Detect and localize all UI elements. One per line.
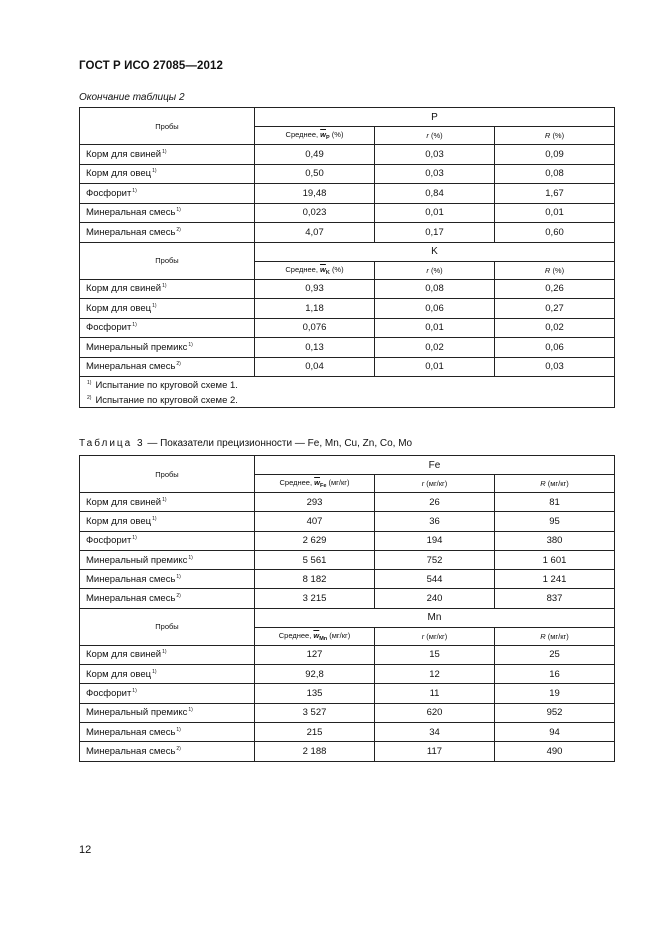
repeatability-symbol: r — [421, 631, 425, 641]
repeatability-value: 34 — [375, 722, 495, 741]
mean-column-header — [255, 627, 375, 645]
reproducibility-value: 952 — [495, 703, 615, 722]
sample-name: Корм для овец — [86, 668, 152, 680]
table-row — [80, 531, 615, 550]
mean-value: 127 — [255, 645, 375, 664]
repeatability-value: 36 — [375, 512, 495, 531]
footnote-marker: 2) — [176, 745, 181, 752]
table-row — [80, 570, 615, 589]
repeatability-value: 0,01 — [375, 318, 495, 338]
table-row — [80, 299, 615, 319]
table-row — [80, 512, 615, 531]
mean-value: 8 182 — [255, 570, 375, 589]
sample-name-cell — [80, 338, 255, 358]
sample-name: Минеральная смесь — [86, 593, 176, 605]
mean-value: 0,50 — [255, 164, 375, 184]
table-footnotes — [80, 377, 615, 408]
repeatability-value: 0,84 — [375, 184, 495, 204]
repeatability-value: 12 — [375, 665, 495, 684]
sample-name-cell — [80, 223, 255, 243]
reproducibility-symbol: R — [544, 131, 551, 140]
sample-name: Фосфорит — [86, 187, 132, 199]
repeatability-value: 194 — [375, 531, 495, 550]
footnote-marker: 1) — [152, 302, 157, 309]
repeatability-value: 0,17 — [375, 223, 495, 243]
sample-name-cell — [80, 203, 255, 223]
sample-name-cell — [80, 164, 255, 184]
reproducibility-value: 1 601 — [495, 550, 615, 569]
sample-name-cell — [80, 512, 255, 531]
mean-value: 19,48 — [255, 184, 375, 204]
reproducibility-value: 490 — [495, 742, 615, 761]
reproducibility-value: 0,02 — [495, 318, 615, 338]
table-row — [80, 145, 615, 165]
sample-name-cell — [80, 589, 255, 608]
reproducibility-value: 0,27 — [495, 299, 615, 319]
reproducibility-value: 16 — [495, 665, 615, 684]
table-row — [80, 742, 615, 761]
probes-column-header: Пробы — [80, 108, 255, 145]
probes-column-header: Пробы — [80, 242, 255, 279]
table-row — [80, 203, 615, 223]
mean-value: 407 — [255, 512, 375, 531]
reproducibility-unit: (мг/кг) — [547, 631, 569, 641]
repeatability-value: 0,01 — [375, 357, 495, 377]
mean-subscript: Mn — [319, 635, 328, 642]
reproducibility-value: 0,60 — [495, 223, 615, 243]
mean-value: 293 — [255, 493, 375, 512]
footnote-marker: 1) — [132, 322, 137, 329]
table-3-caption-title: — Показатели прецизионности — Fe, Mn, Cu, Zn, Co, Mo — [144, 438, 413, 449]
mean-value: 3 527 — [255, 703, 375, 722]
sample-name: Корм для свиней — [86, 283, 162, 295]
reproducibility-value: 0,08 — [495, 164, 615, 184]
table-row — [80, 722, 615, 741]
sample-name-cell — [80, 279, 255, 299]
sample-name-cell — [80, 645, 255, 664]
precision-table-3 — [79, 455, 615, 762]
sample-name: Корм для овец — [86, 168, 152, 180]
sample-name: Фосфорит — [86, 535, 132, 547]
repeatability-column-header — [375, 261, 495, 279]
reproducibility-column-header — [495, 127, 615, 145]
footnote-text: Испытание по круговой схеме 1. — [95, 380, 238, 391]
mean-column-header — [255, 261, 375, 279]
reproducibility-value: 380 — [495, 531, 615, 550]
mean-column-header — [255, 127, 375, 145]
mean-symbol: $\overline{w}$ — [314, 478, 320, 487]
footnote — [86, 377, 608, 392]
mean-value: 3 215 — [255, 589, 375, 608]
repeatability-value: 26 — [375, 493, 495, 512]
mean-unit: (%) — [331, 264, 344, 274]
table-3-caption — [79, 438, 412, 449]
reproducibility-value: 95 — [495, 512, 615, 531]
mean-label: Среднее, — [278, 630, 312, 640]
mean-subscript: K — [325, 269, 330, 276]
mean-unit: (мг/кг) — [329, 630, 351, 640]
sample-name: Корм для овец — [86, 515, 152, 527]
probes-column-header: Пробы — [80, 456, 255, 493]
table-row — [80, 184, 615, 204]
table-row — [80, 338, 615, 358]
reproducibility-value: 0,01 — [495, 203, 615, 223]
table-row — [80, 279, 615, 299]
repeatability-value: 752 — [375, 550, 495, 569]
repeatability-unit: (мг/кг) — [426, 631, 448, 641]
sample-name-cell — [80, 684, 255, 703]
element-header: Fe — [255, 456, 615, 475]
precision-table-2 — [79, 107, 615, 408]
table-row — [80, 589, 615, 608]
footnote-marker: 1) — [132, 187, 137, 194]
footnote-marker: 1) — [152, 168, 157, 175]
element-header: K — [255, 242, 615, 261]
mean-value: 0,93 — [255, 279, 375, 299]
table-row — [80, 703, 615, 722]
sample-name-cell — [80, 184, 255, 204]
reproducibility-value: 0,26 — [495, 279, 615, 299]
repeatability-unit: (%) — [430, 131, 443, 140]
mean-value: 0,023 — [255, 203, 375, 223]
reproducibility-value: 837 — [495, 589, 615, 608]
mean-label: Среднее, — [285, 264, 318, 274]
footnote-marker: 2) — [176, 361, 181, 368]
footnote — [86, 392, 608, 407]
sample-name-cell — [80, 357, 255, 377]
sample-name: Минеральная смесь — [86, 726, 176, 738]
mean-label: Среднее, — [285, 130, 319, 139]
sample-name: Минеральная смесь — [86, 361, 176, 373]
mean-label: Среднее, — [279, 478, 313, 487]
table-row — [80, 493, 615, 512]
reproducibility-value: 0,06 — [495, 338, 615, 358]
mean-unit: (мг/кг) — [328, 478, 350, 487]
reproducibility-value: 25 — [495, 645, 615, 664]
repeatability-symbol: r — [421, 479, 425, 488]
mean-value: 5 561 — [255, 550, 375, 569]
repeatability-value: 15 — [375, 645, 495, 664]
sample-name: Фосфорит — [86, 322, 132, 334]
footnote-marker: 1) — [188, 554, 193, 561]
sample-name-cell — [80, 145, 255, 165]
mean-unit: (%) — [331, 130, 344, 139]
table-row — [80, 164, 615, 184]
reproducibility-value: 0,03 — [495, 357, 615, 377]
repeatability-unit: (%) — [430, 265, 443, 275]
mean-subscript: Fe — [319, 483, 327, 489]
footnote-marker: 2) — [176, 226, 181, 233]
footnote-text: Испытание по круговой схеме 2. — [95, 395, 238, 406]
sample-name: Минеральная смесь — [86, 226, 176, 238]
reproducibility-column-header — [495, 261, 615, 279]
mean-value: 0,13 — [255, 338, 375, 358]
element-header: Mn — [255, 608, 615, 627]
repeatability-value: 0,06 — [375, 299, 495, 319]
footnote-mark: 2) — [87, 395, 92, 401]
repeatability-value: 620 — [375, 703, 495, 722]
reproducibility-unit: (%) — [552, 265, 565, 275]
probes-column-header: Пробы — [80, 608, 255, 645]
repeatability-column-header — [375, 627, 495, 645]
mean-value: 2 629 — [255, 531, 375, 550]
reproducibility-value: 94 — [495, 722, 615, 741]
mean-value: 135 — [255, 684, 375, 703]
document-header: ГОСТ Р ИСО 27085—2012 — [79, 60, 224, 72]
sample-name: Корм для овец — [86, 302, 152, 314]
reproducibility-value: 0,09 — [495, 145, 615, 165]
sample-name-cell — [80, 665, 255, 684]
table-row — [80, 665, 615, 684]
reproducibility-value: 81 — [495, 493, 615, 512]
reproducibility-symbol: R — [544, 265, 551, 275]
footnote-marker: 1) — [132, 688, 137, 695]
repeatability-column-header — [375, 127, 495, 145]
mean-value: 0,04 — [255, 357, 375, 377]
page-number: 12 — [79, 844, 92, 856]
sample-name: Корм для свиней — [86, 148, 162, 160]
reproducibility-value: 19 — [495, 684, 615, 703]
sample-name: Фосфорит — [86, 688, 132, 700]
sample-name-cell — [80, 742, 255, 761]
reproducibility-symbol: R — [540, 631, 546, 641]
mean-symbol: $\overline{w}$ — [313, 630, 320, 640]
sample-name: Минеральный премикс — [86, 341, 188, 353]
table-row — [80, 645, 615, 664]
table-row — [80, 357, 615, 377]
sample-name-cell — [80, 299, 255, 319]
mean-symbol: $\overline{w}$ — [320, 264, 326, 274]
sample-name: Минеральный премикс — [86, 707, 188, 719]
table-2-continuation-caption: Окончание таблицы 2 — [79, 92, 185, 103]
footnote-marker: 1) — [176, 573, 181, 580]
table-3-caption-prefix: Таблица 3 — [79, 438, 145, 449]
sample-name-cell — [80, 493, 255, 512]
repeatability-column-header — [375, 475, 495, 493]
footnote-marker: 1) — [176, 726, 181, 733]
mean-value: 2 188 — [255, 742, 375, 761]
repeatability-value: 240 — [375, 589, 495, 608]
sample-name-cell — [80, 703, 255, 722]
mean-column-header — [255, 475, 375, 493]
repeatability-value: 0,01 — [375, 203, 495, 223]
repeatability-value: 117 — [375, 742, 495, 761]
footnote-marker: 1) — [162, 148, 167, 155]
element-header: P — [255, 108, 615, 127]
sample-name: Минеральная смесь — [86, 573, 176, 585]
footnote-marker: 1) — [132, 535, 137, 542]
mean-value: 0,49 — [255, 145, 375, 165]
sample-name-cell — [80, 550, 255, 569]
repeatability-value: 0,08 — [375, 279, 495, 299]
footnote-marker: 1) — [152, 668, 157, 675]
footnote-marker: 1) — [162, 649, 167, 656]
repeatability-value: 544 — [375, 570, 495, 589]
mean-subscript: P — [326, 135, 330, 141]
sample-name-cell — [80, 531, 255, 550]
reproducibility-value: 1,67 — [495, 184, 615, 204]
footnote-marker: 1) — [188, 341, 193, 348]
reproducibility-column-header — [495, 475, 615, 493]
sample-name: Минеральная смесь — [86, 745, 176, 757]
mean-value: 215 — [255, 722, 375, 741]
repeatability-value: 0,03 — [375, 164, 495, 184]
repeatability-value: 11 — [375, 684, 495, 703]
mean-value: 4,07 — [255, 223, 375, 243]
repeatability-value: 0,03 — [375, 145, 495, 165]
sample-name: Минеральная смесь — [86, 207, 176, 219]
sample-name: Корм для свиней — [86, 649, 162, 661]
mean-value: 0,076 — [255, 318, 375, 338]
table-row — [80, 223, 615, 243]
sample-name-cell — [80, 318, 255, 338]
footnote-marker: 2) — [176, 593, 181, 600]
repeatability-value: 0,02 — [375, 338, 495, 358]
sample-name: Минеральный премикс — [86, 554, 188, 566]
table-row — [80, 318, 615, 338]
footnote-mark: 1) — [87, 380, 92, 386]
table-row — [80, 684, 615, 703]
sample-name: Корм для свиней — [86, 496, 162, 508]
mean-value: 92,8 — [255, 665, 375, 684]
footnote-marker: 1) — [176, 207, 181, 214]
footnote-marker: 1) — [162, 496, 167, 503]
repeatability-symbol: r — [426, 131, 429, 140]
mean-value: 1,18 — [255, 299, 375, 319]
reproducibility-column-header — [495, 627, 615, 645]
reproducibility-value: 1 241 — [495, 570, 615, 589]
reproducibility-unit: (мг/кг) — [547, 479, 569, 488]
table-row — [80, 550, 615, 569]
footnote-marker: 1) — [162, 283, 167, 290]
reproducibility-symbol: R — [540, 479, 546, 488]
sample-name-cell — [80, 722, 255, 741]
reproducibility-unit: (%) — [552, 131, 565, 140]
sample-name-cell — [80, 570, 255, 589]
footnote-marker: 1) — [152, 515, 157, 522]
mean-symbol: $\overline{w}$ — [320, 130, 327, 139]
repeatability-symbol: r — [426, 265, 429, 275]
footnote-marker: 1) — [188, 707, 193, 714]
repeatability-unit: (мг/кг) — [426, 479, 448, 488]
